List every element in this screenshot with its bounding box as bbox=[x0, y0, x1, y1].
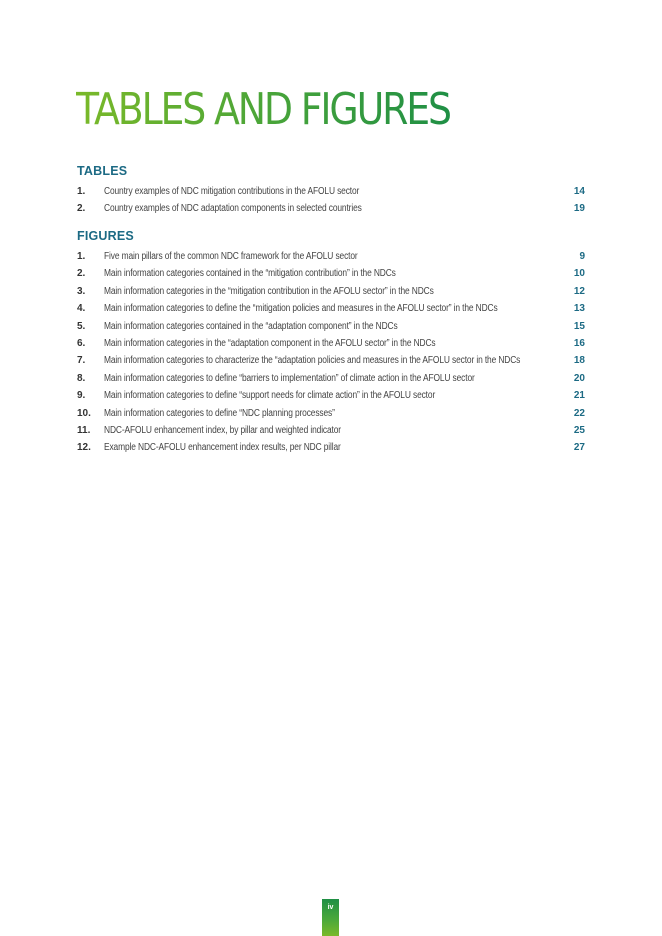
figure-entry-number: 2. bbox=[77, 268, 86, 280]
page-number-tab bbox=[322, 899, 339, 936]
figure-entry-7[interactable] bbox=[77, 352, 585, 369]
figure-entry-page: 25 bbox=[573, 424, 585, 436]
figure-entry-2[interactable] bbox=[77, 265, 585, 282]
figure-entry-number: 7. bbox=[77, 355, 86, 367]
figure-entry-number: 6. bbox=[77, 337, 86, 349]
figure-entry-6[interactable] bbox=[77, 335, 585, 352]
figure-entry-page: 13 bbox=[573, 303, 585, 315]
figure-entry-12[interactable] bbox=[77, 439, 585, 456]
table-entry-page: 14 bbox=[573, 186, 585, 197]
table-entry-page: 19 bbox=[573, 203, 585, 215]
figure-entry-title: Main information categories contained in the “adaptation component” in the NDCs bbox=[104, 320, 398, 332]
figure-entry-title: Main information categories in the “mitigation contribution in the AFOLU sector” in the NDCs bbox=[104, 285, 434, 297]
figure-entry-title: NDC-AFOLU enhancement index, by pillar and weighted indicator bbox=[104, 424, 341, 436]
figure-entry-page: 9 bbox=[579, 251, 585, 262]
table-entry-1[interactable] bbox=[77, 183, 585, 200]
table-entry-2[interactable] bbox=[77, 200, 585, 217]
figure-entry-page: 12 bbox=[573, 285, 585, 297]
page-title: TABLES AND FIGURES bbox=[76, 84, 450, 135]
figures-list bbox=[77, 248, 585, 457]
table-entry-title: Country examples of NDC adaptation components in selected countries bbox=[104, 203, 362, 215]
figure-entry-number: 5. bbox=[77, 320, 86, 332]
figure-entry-title: Main information categories in the “adaptation component in the AFOLU sector” in the NDCs bbox=[104, 337, 436, 349]
figure-entry-number: 8. bbox=[77, 372, 86, 384]
page-number: iv bbox=[327, 904, 334, 911]
figure-entry-9[interactable] bbox=[77, 387, 585, 404]
figure-entry-number: 11. bbox=[77, 424, 91, 436]
figure-entry-page: 20 bbox=[573, 372, 585, 384]
table-entry-number: 2. bbox=[77, 203, 86, 215]
figure-entry-title: Main information categories to characterize the “adaptation policies and measures in the AFOLU sector in the NDCs bbox=[104, 355, 521, 367]
figure-entry-number: 3. bbox=[77, 285, 86, 297]
figure-entry-11[interactable] bbox=[77, 422, 585, 439]
figure-entry-5[interactable] bbox=[77, 318, 585, 335]
figure-entry-4[interactable] bbox=[77, 300, 585, 317]
figure-entry-title: Main information categories to define “support needs for climate action” in the AFOLU sector bbox=[104, 390, 436, 402]
figure-entry-number: 1. bbox=[77, 251, 86, 262]
figure-entry-3[interactable] bbox=[77, 283, 585, 300]
figure-entry-page: 10 bbox=[573, 268, 585, 280]
figure-entry-title: Main information categories to define “NDC planning processes” bbox=[104, 407, 335, 419]
tables-list bbox=[77, 183, 585, 218]
figure-entry-number: 10. bbox=[77, 407, 91, 419]
figure-entry-page: 22 bbox=[573, 407, 585, 419]
figure-entry-title: Example NDC-AFOLU enhancement index results, per NDC pillar bbox=[104, 442, 341, 454]
table-entry-number: 1. bbox=[77, 186, 86, 197]
table-entry-title: Country examples of NDC mitigation contributions in the AFOLU sector bbox=[104, 186, 360, 197]
figure-entry-number: 9. bbox=[77, 390, 86, 402]
figure-entry-10[interactable] bbox=[77, 405, 585, 422]
figure-entry-number: 4. bbox=[77, 303, 86, 315]
figure-entry-page: 21 bbox=[573, 390, 585, 402]
figure-entry-page: 27 bbox=[573, 442, 585, 454]
figure-entry-title: Main information categories to define “barriers to implementation” of climate action in the AFOLU sector bbox=[104, 372, 475, 384]
figure-entry-title: Main information categories contained in the “mitigation contribution” in the NDCs bbox=[104, 268, 396, 280]
tables-heading: TABLES bbox=[77, 164, 128, 178]
figure-entry-page: 15 bbox=[573, 320, 585, 332]
figure-entry-page: 16 bbox=[573, 337, 585, 349]
figures-heading: FIGURES bbox=[77, 229, 134, 243]
figure-entry-number: 12. bbox=[77, 442, 91, 454]
figure-entry-page: 18 bbox=[573, 355, 585, 367]
figure-entry-1[interactable] bbox=[77, 248, 585, 265]
figure-entry-title: Five main pillars of the common NDC framework for the AFOLU sector bbox=[104, 251, 358, 262]
figure-entry-8[interactable] bbox=[77, 370, 585, 387]
figure-entry-title: Main information categories to define the “mitigation policies and measures in the AFOLU sector” in the NDCs bbox=[104, 303, 498, 315]
